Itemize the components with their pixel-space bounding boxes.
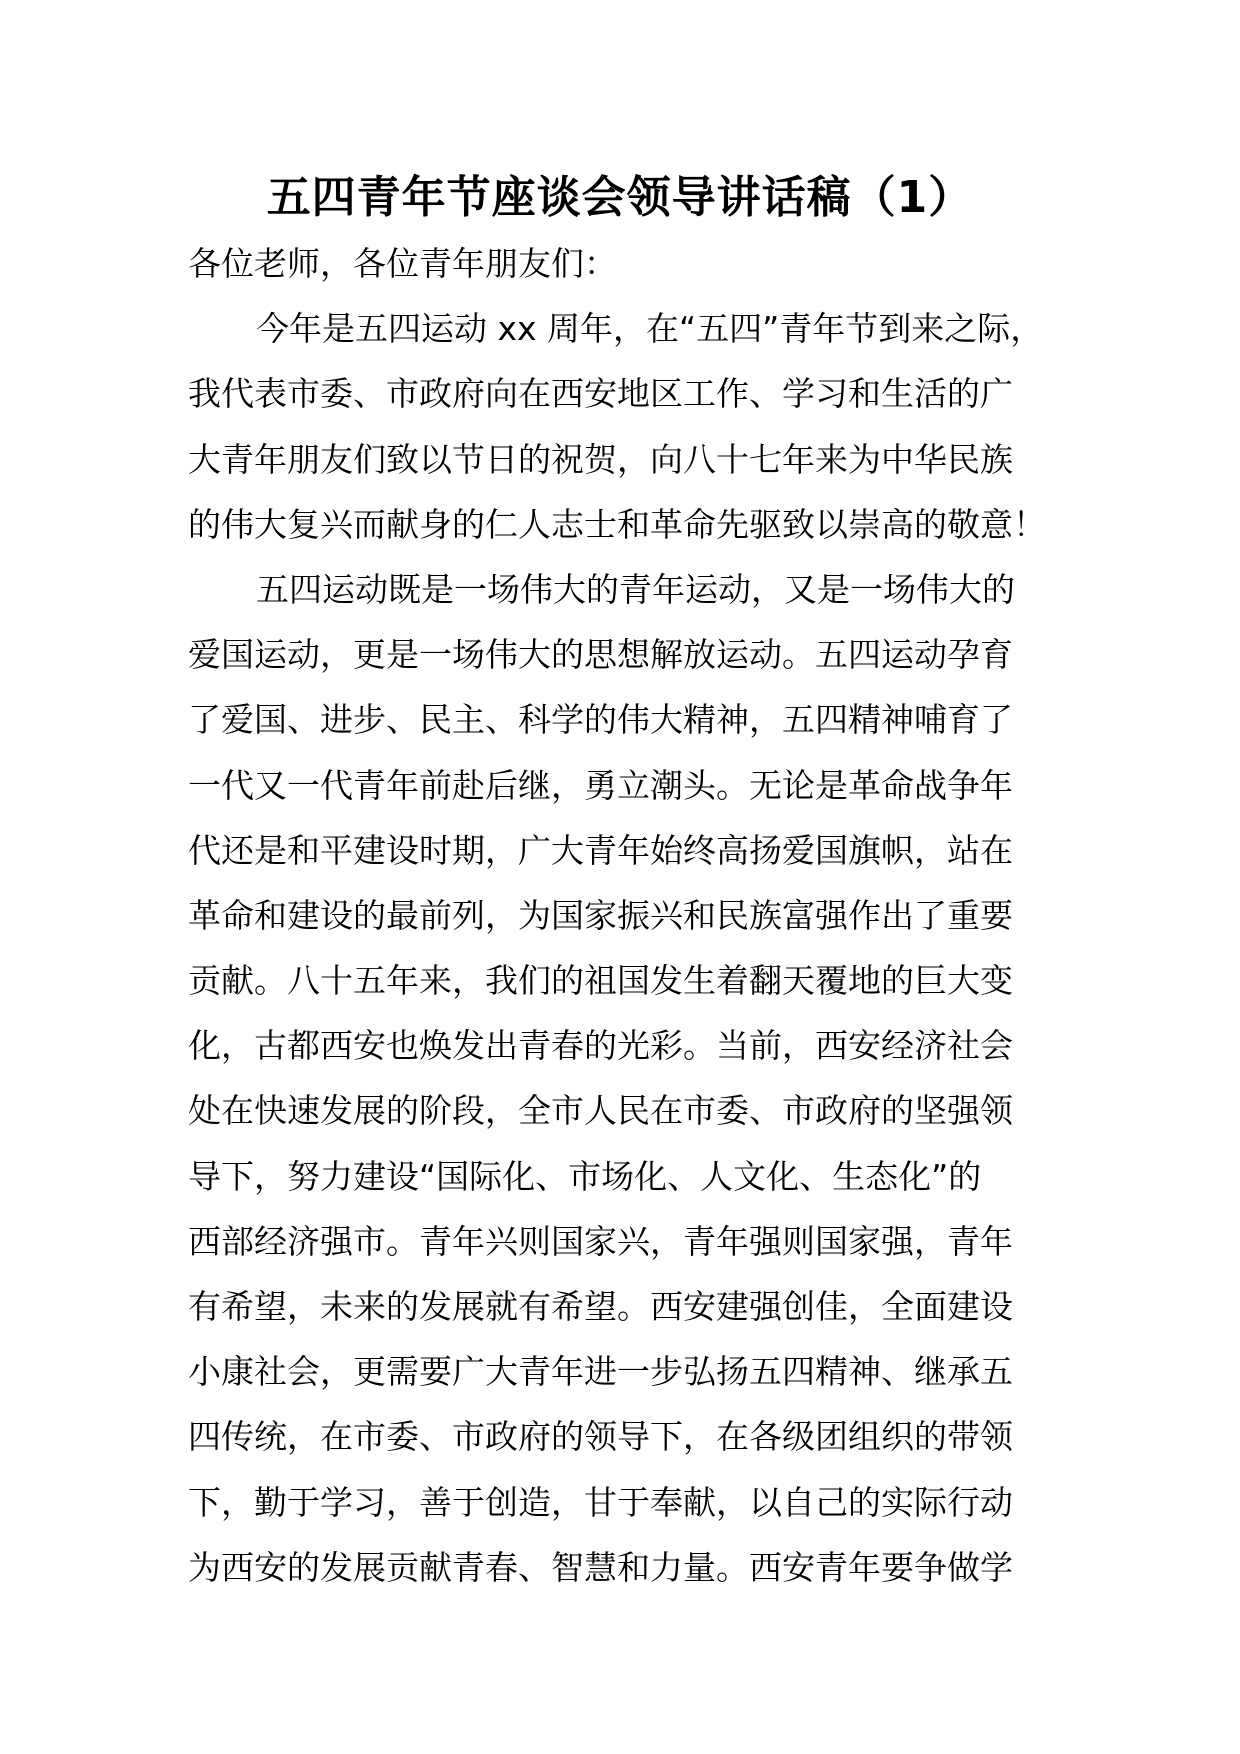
- paragraph-line: 一代又一代青年前赴后继，勇立潮头。无论是革命战争年: [188, 765, 1013, 805]
- paragraph-line: 有希望，未来的发展就有希望。西安建强创佳，全面建设: [188, 1287, 1013, 1326]
- paragraph-line: 今年是五四运动 xx 周年，在“五四”青年节到来之际，: [256, 309, 1044, 349]
- paragraph-line: 小康社会，更需要广大青年进一步弘扬五四精神、继承五: [188, 1352, 1013, 1392]
- paragraph-line: 化，古都西安也焕发出青春的光彩。当前，西安经济社会: [188, 1026, 1013, 1066]
- paragraph-line: 西部经济强市。青年兴则国家兴，青年强则国家强，青年: [188, 1221, 1013, 1261]
- paragraph-line: 四传统，在市委、市政府的领导下，在各级团组织的带领: [188, 1417, 1013, 1457]
- paragraph-line: 代还是和平建设时期，广大青年始终高扬爱国旗帜，站在: [188, 830, 1013, 870]
- paragraph-1: [188, 296, 1068, 557]
- paragraph-line: 爱国运动，更是一场伟大的思想解放运动。五四运动孕育: [188, 635, 1013, 675]
- paragraph-line: 贡献。八十五年来，我们的祖国发生着翻天覆地的巨大变: [188, 961, 1013, 1001]
- paragraph-2: [188, 557, 1068, 1600]
- paragraph-line: 我代表市委、市政府向在西安地区工作、学习和生活的广: [188, 374, 1013, 414]
- paragraph-line: 大青年朋友们致以节日的祝贺，向八十七年来为中华民族: [188, 439, 1013, 479]
- paragraph-line: 下，勤于学习，善于创造，甘于奉献，以自己的实际行动: [188, 1482, 1013, 1522]
- paragraph-line: 处在快速发展的阶段，全市人民在市委、市政府的坚强领: [188, 1091, 1013, 1131]
- paragraph-line: 的伟大复兴而献身的仁人志士和革命先驱致以崇高的敬意！: [188, 504, 1046, 544]
- paragraph-line: 了爱国、进步、民主、科学的伟大精神，五四精神哺育了: [188, 700, 1013, 740]
- paragraph-line: 五四运动既是一场伟大的青年运动，又是一场伟大的: [256, 569, 1015, 609]
- salutation: 各位老师，各位青年朋友们：: [188, 244, 617, 283]
- paragraph-line: 为西安的发展贡献青春、智慧和力量。西安青年要争做学: [188, 1547, 1013, 1587]
- paragraph-line: 导下，努力建设“国际化、市场化、人文化、生态化”的: [188, 1156, 982, 1196]
- paragraph-line: 革命和建设的最前列，为国家振兴和民族富强作出了重要: [188, 895, 1013, 935]
- document-title: 五四青年节座谈会领导讲话稿（1）: [266, 172, 974, 223]
- document-body: [188, 231, 1068, 1600]
